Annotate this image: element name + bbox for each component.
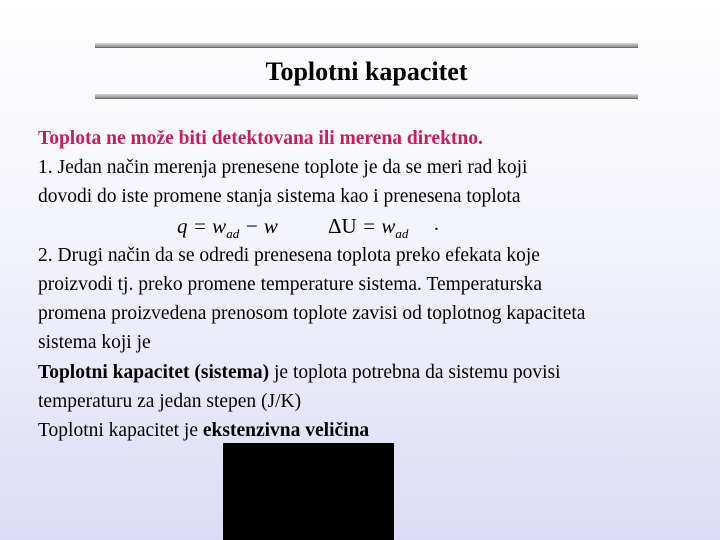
title-rule-bottom <box>95 94 638 99</box>
extensive-term: ekstenzivna veličina <box>202 419 370 441</box>
paragraph-2-line-3: promena proizvedena prenosom toplote zavisi od toplotnog kapaciteta <box>38 303 586 325</box>
paragraph-2-line-1: 2. Drugi način da se odredi prenesena toplota preko efekata koje <box>38 244 540 266</box>
internal-energy-equation: $\Delta U = w_{ad}$ <box>328 213 409 241</box>
definition-term: Toplotni kapacitet (sistema) <box>38 361 270 383</box>
paragraph-2-line-4: sistema koji je <box>38 332 151 354</box>
slide-body <box>38 124 718 445</box>
definition-line-1 <box>38 358 718 387</box>
slide-title: Toplotni kapacitet <box>265 57 468 86</box>
black-image-placeholder <box>223 443 394 540</box>
definition-text: je toplota potrebna da sistemu povisi <box>269 361 561 383</box>
paragraph-1-line-2: dovodi do iste promene stanja sistema kao i prenesena toplota <box>38 186 521 208</box>
extensive-property-line <box>38 416 718 445</box>
work-equation: $q = w_{ad} - w$ <box>177 213 278 241</box>
definition-line-2: temperaturu za jedan stepen (J/K) <box>38 390 302 412</box>
equation-row <box>38 212 718 241</box>
paragraph-1-line-1: 1. Jedan način merenja prenesene toplote je da se meri rad koji <box>38 157 528 179</box>
equation-period: . <box>434 213 439 235</box>
paragraph-2-line-2: proizvodi tj. preko promene temperature sistema. Temperaturska <box>38 273 543 295</box>
extensive-prefix: Toplotni kapacitet je <box>38 419 203 441</box>
title-rule-top <box>95 43 638 48</box>
intro-line: Toplota ne može biti detektovana ili merena direktno. <box>38 128 483 149</box>
